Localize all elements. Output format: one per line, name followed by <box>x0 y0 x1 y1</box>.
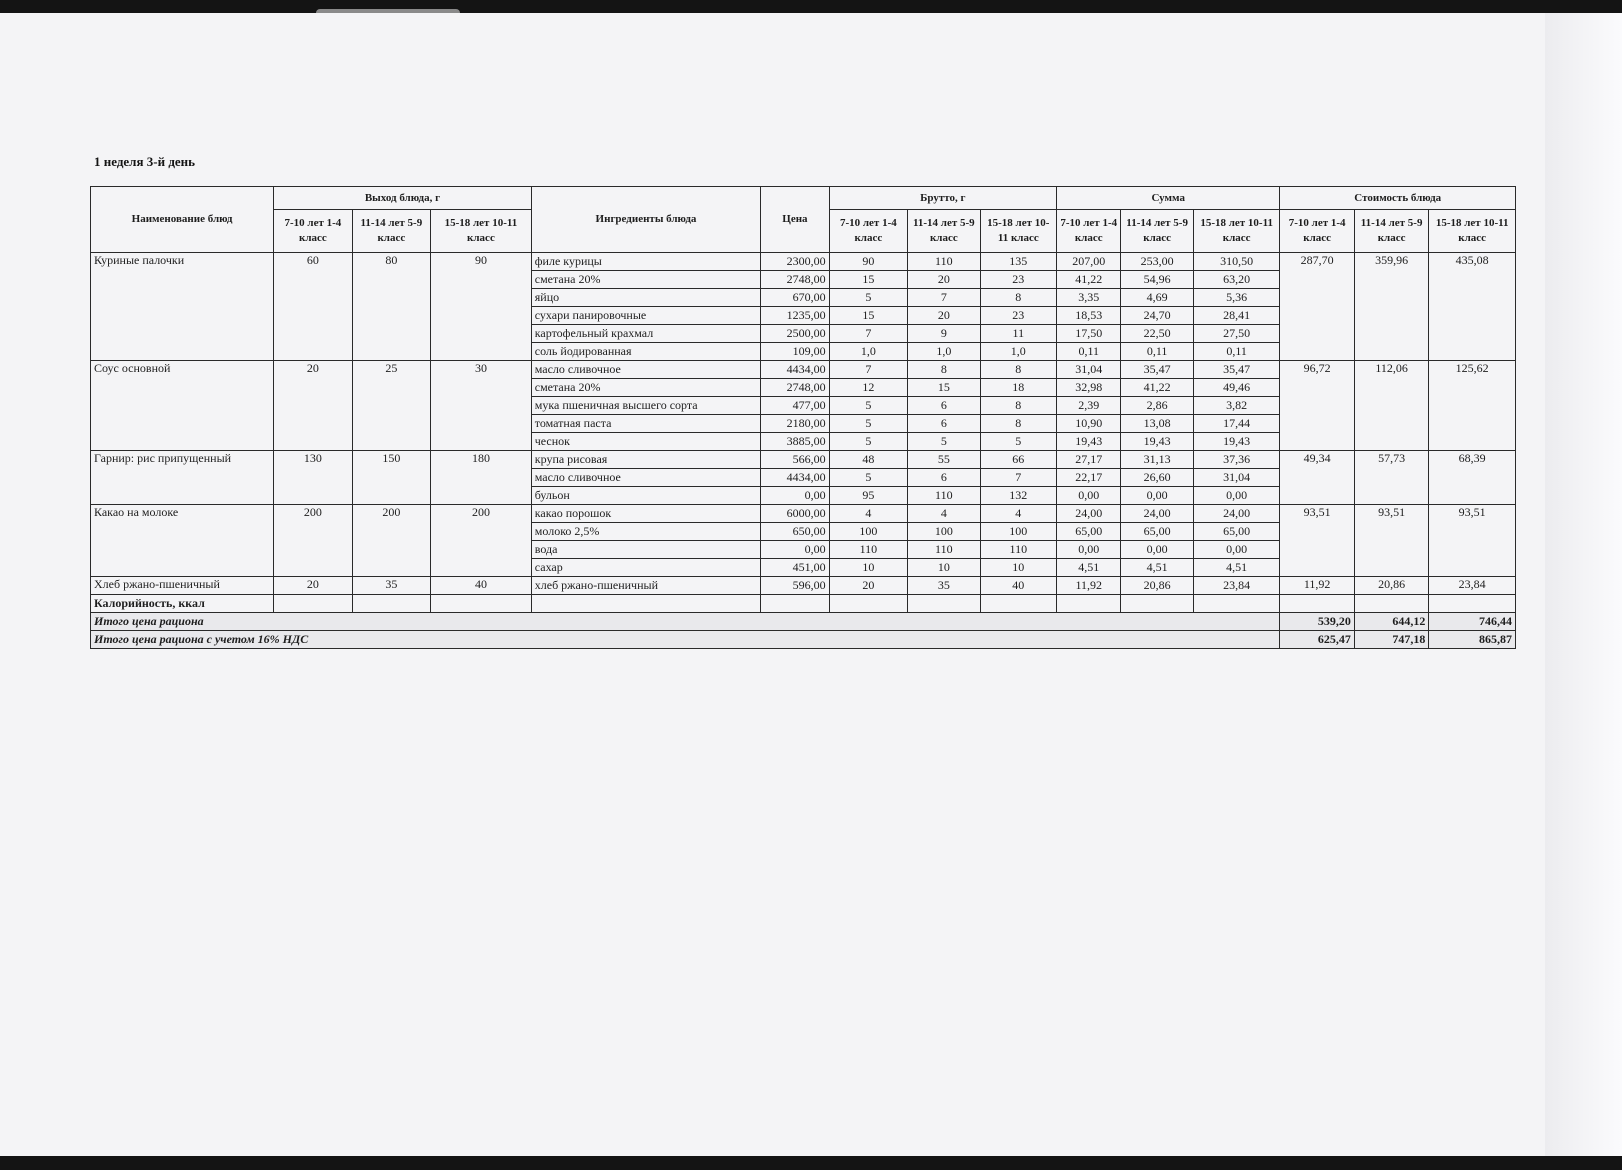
ingredient-gross: 4 <box>908 505 980 523</box>
total-label: Итого цена рациона с учетом 16% НДС <box>91 631 1280 649</box>
ingredient-gross: 4 <box>829 505 907 523</box>
ingredient-gross: 132 <box>980 487 1056 505</box>
dish-yield: 200 <box>431 505 532 577</box>
ingredient-sum: 11,92 <box>1057 577 1121 595</box>
ingredient-gross: 110 <box>829 541 907 559</box>
dish-yield: 35 <box>352 577 430 595</box>
ingredient-sum: 19,43 <box>1057 433 1121 451</box>
ingredient-sum: 54,96 <box>1121 271 1193 289</box>
ingredient-sum: 5,36 <box>1193 289 1280 307</box>
ingredient-price: 109,00 <box>761 343 829 361</box>
ingredient-sum: 4,51 <box>1121 559 1193 577</box>
ingredient-gross: 10 <box>980 559 1056 577</box>
ingredient-sum: 31,04 <box>1057 361 1121 379</box>
ingredient-sum: 19,43 <box>1193 433 1280 451</box>
ingredient-sum: 207,00 <box>1057 253 1121 271</box>
col-cost-age: 11-14 лет 5-9 класс <box>1354 210 1428 253</box>
ingredient-sum: 24,70 <box>1121 307 1193 325</box>
ingredient-sum: 4,69 <box>1121 289 1193 307</box>
ingredient-gross: 8 <box>980 397 1056 415</box>
ingredient-gross: 95 <box>829 487 907 505</box>
empty-cell <box>1354 595 1428 613</box>
dish-yield: 80 <box>352 253 430 361</box>
ingredient-sum: 3,35 <box>1057 289 1121 307</box>
ingredient-sum: 0,00 <box>1193 487 1280 505</box>
empty-cell <box>761 595 829 613</box>
dish-yield: 200 <box>274 505 352 577</box>
ingredient-gross: 35 <box>908 577 980 595</box>
ingredient-gross: 5 <box>829 397 907 415</box>
empty-cell <box>274 595 352 613</box>
ingredient-sum: 0,11 <box>1193 343 1280 361</box>
empty-cell <box>829 595 907 613</box>
ingredient-sum: 0,00 <box>1193 541 1280 559</box>
ingredient-price: 566,00 <box>761 451 829 469</box>
ingredient-price: 6000,00 <box>761 505 829 523</box>
total-label: Итого цена рациона <box>91 613 1280 631</box>
ingredient-name: масло сливочное <box>531 361 760 379</box>
ingredient-price: 0,00 <box>761 541 829 559</box>
ingredient-name: молоко 2,5% <box>531 523 760 541</box>
col-gross-group: Брутто, г <box>829 187 1056 210</box>
ingredient-gross: 66 <box>980 451 1056 469</box>
col-sum-group: Сумма <box>1057 187 1280 210</box>
ingredient-gross: 7 <box>829 361 907 379</box>
dish-cost: 93,51 <box>1280 505 1354 577</box>
col-cost-age: 7-10 лет 1-4 класс <box>1280 210 1354 253</box>
ingredient-sum: 27,17 <box>1057 451 1121 469</box>
total-value: 625,47 <box>1280 631 1354 649</box>
ingredient-sum: 4,51 <box>1057 559 1121 577</box>
ingredient-gross: 15 <box>908 379 980 397</box>
ingredient-name: хлеб ржано-пшеничный <box>531 577 760 595</box>
ingredient-sum: 10,90 <box>1057 415 1121 433</box>
ingredient-name: масло сливочное <box>531 469 760 487</box>
dish-yield: 20 <box>274 577 352 595</box>
ingredient-gross: 55 <box>908 451 980 469</box>
dish-cost: 93,51 <box>1354 505 1428 577</box>
dish-name: Соус основной <box>91 361 274 451</box>
col-gross-age: 15-18 лет 10-11 класс <box>980 210 1056 253</box>
dish-yield: 200 <box>352 505 430 577</box>
table-row <box>91 505 1516 523</box>
ingredient-price: 3885,00 <box>761 433 829 451</box>
ingredient-sum: 0,00 <box>1057 487 1121 505</box>
table-row <box>91 577 1516 595</box>
ingredient-name: сухари панировочные <box>531 307 760 325</box>
ingredient-gross: 1,0 <box>829 343 907 361</box>
table-row <box>91 253 1516 271</box>
ingredient-gross: 7 <box>908 289 980 307</box>
ingredient-gross: 6 <box>908 469 980 487</box>
ingredient-gross: 6 <box>908 397 980 415</box>
ingredient-gross: 135 <box>980 253 1056 271</box>
dish-yield: 30 <box>431 361 532 451</box>
dish-cost: 96,72 <box>1280 361 1354 451</box>
ingredient-sum: 3,82 <box>1193 397 1280 415</box>
ingredient-gross: 110 <box>908 253 980 271</box>
ingredient-price: 2180,00 <box>761 415 829 433</box>
ingredient-sum: 19,43 <box>1121 433 1193 451</box>
ingredient-gross: 40 <box>980 577 1056 595</box>
ingredient-sum: 26,60 <box>1121 469 1193 487</box>
ingredient-price: 4434,00 <box>761 469 829 487</box>
col-dish-name: Наименование блюд <box>91 187 274 253</box>
ingredient-gross: 5 <box>829 289 907 307</box>
page-shadow <box>1545 13 1622 1156</box>
ingredient-gross: 1,0 <box>980 343 1056 361</box>
ingredient-gross: 8 <box>980 289 1056 307</box>
ingredient-sum: 24,00 <box>1057 505 1121 523</box>
ingredient-gross: 5 <box>829 415 907 433</box>
ingredient-price: 2748,00 <box>761 271 829 289</box>
ingredient-sum: 41,22 <box>1121 379 1193 397</box>
dish-cost: 20,86 <box>1354 577 1428 595</box>
dish-cost: 49,34 <box>1280 451 1354 505</box>
ingredient-gross: 20 <box>908 307 980 325</box>
ingredient-gross: 5 <box>908 433 980 451</box>
dish-yield: 20 <box>274 361 352 451</box>
ingredient-name: яйцо <box>531 289 760 307</box>
dish-yield: 90 <box>431 253 532 361</box>
ingredient-gross: 15 <box>829 271 907 289</box>
ingredient-sum: 20,86 <box>1121 577 1193 595</box>
dish-cost: 112,06 <box>1354 361 1428 451</box>
ingredient-sum: 31,04 <box>1193 469 1280 487</box>
ingredient-gross: 20 <box>829 577 907 595</box>
table-header <box>91 187 1516 253</box>
ingredient-gross: 7 <box>980 469 1056 487</box>
ingredient-sum: 2,86 <box>1121 397 1193 415</box>
dish-yield: 60 <box>274 253 352 361</box>
dish-yield: 40 <box>431 577 532 595</box>
empty-cell <box>1280 595 1354 613</box>
ingredient-sum: 0,11 <box>1121 343 1193 361</box>
ingredient-name: какао порошок <box>531 505 760 523</box>
ingredient-sum: 35,47 <box>1193 361 1280 379</box>
dish-cost: 93,51 <box>1429 505 1516 577</box>
ingredient-sum: 41,22 <box>1057 271 1121 289</box>
dish-name: Хлеб ржано-пшеничный <box>91 577 274 595</box>
ingredient-sum: 13,08 <box>1121 415 1193 433</box>
empty-cell <box>908 595 980 613</box>
ingredient-sum: 22,50 <box>1121 325 1193 343</box>
ingredient-price: 451,00 <box>761 559 829 577</box>
document-title: 1 неделя 3-й день <box>94 154 196 169</box>
ingredient-sum: 32,98 <box>1057 379 1121 397</box>
ingredient-name: соль йодированная <box>531 343 760 361</box>
ingredient-sum: 22,17 <box>1057 469 1121 487</box>
ingredient-gross: 110 <box>908 541 980 559</box>
ingredient-sum: 0,00 <box>1121 541 1193 559</box>
ingredient-gross: 5 <box>829 433 907 451</box>
ingredient-name: бульон <box>531 487 760 505</box>
ingredient-gross: 20 <box>908 271 980 289</box>
ingredient-price: 1235,00 <box>761 307 829 325</box>
ingredient-sum: 31,13 <box>1121 451 1193 469</box>
col-sum-age: 11-14 лет 5-9 класс <box>1121 210 1193 253</box>
total-value: 644,12 <box>1354 613 1428 631</box>
empty-cell <box>1057 595 1121 613</box>
ingredient-gross: 1,0 <box>908 343 980 361</box>
dish-name: Гарнир: рис припущенный <box>91 451 274 505</box>
dish-cost: 11,92 <box>1280 577 1354 595</box>
ingredient-gross: 5 <box>980 433 1056 451</box>
ingredient-price: 477,00 <box>761 397 829 415</box>
total-value: 747,18 <box>1354 631 1428 649</box>
ingredient-sum: 2,39 <box>1057 397 1121 415</box>
ingredient-sum: 65,00 <box>1193 523 1280 541</box>
ingredient-gross: 15 <box>829 307 907 325</box>
dish-yield: 180 <box>431 451 532 505</box>
ingredient-sum: 63,20 <box>1193 271 1280 289</box>
ingredient-name: крупа рисовая <box>531 451 760 469</box>
ingredient-gross: 8 <box>908 361 980 379</box>
ingredient-gross: 110 <box>980 541 1056 559</box>
empty-cell <box>1429 595 1516 613</box>
col-gross-age: 7-10 лет 1-4 класс <box>829 210 907 253</box>
ingredient-price: 4434,00 <box>761 361 829 379</box>
ingredient-price: 0,00 <box>761 487 829 505</box>
ingredient-sum: 18,53 <box>1057 307 1121 325</box>
dish-yield: 150 <box>352 451 430 505</box>
ingredient-sum: 310,50 <box>1193 253 1280 271</box>
ingredient-sum: 17,50 <box>1057 325 1121 343</box>
ingredient-gross: 48 <box>829 451 907 469</box>
col-gross-age: 11-14 лет 5-9 класс <box>908 210 980 253</box>
empty-cell <box>531 595 760 613</box>
empty-cell <box>1193 595 1280 613</box>
ingredient-gross: 6 <box>908 415 980 433</box>
col-sum-age: 7-10 лет 1-4 класс <box>1057 210 1121 253</box>
ingredient-gross: 100 <box>908 523 980 541</box>
ingredient-sum: 28,41 <box>1193 307 1280 325</box>
ingredient-gross: 18 <box>980 379 1056 397</box>
dish-yield: 25 <box>352 361 430 451</box>
col-yield-group: Выход блюда, г <box>274 187 532 210</box>
ingredient-sum: 4,51 <box>1193 559 1280 577</box>
ingredient-gross: 7 <box>829 325 907 343</box>
ingredient-sum: 253,00 <box>1121 253 1193 271</box>
ingredient-sum: 23,84 <box>1193 577 1280 595</box>
ingredient-gross: 23 <box>980 307 1056 325</box>
ingredient-sum: 17,44 <box>1193 415 1280 433</box>
ingredient-name: сахар <box>531 559 760 577</box>
ingredient-gross: 12 <box>829 379 907 397</box>
ingredient-sum: 27,50 <box>1193 325 1280 343</box>
ingredient-sum: 65,00 <box>1121 523 1193 541</box>
ingredient-price: 2300,00 <box>761 253 829 271</box>
ingredient-gross: 5 <box>829 469 907 487</box>
calories-row <box>91 595 1516 613</box>
table-row <box>91 361 1516 379</box>
ingredient-gross: 8 <box>980 361 1056 379</box>
ingredient-gross: 9 <box>908 325 980 343</box>
ingredient-sum: 35,47 <box>1121 361 1193 379</box>
ingredient-price: 2748,00 <box>761 379 829 397</box>
ingredient-price: 596,00 <box>761 577 829 595</box>
empty-cell <box>1121 595 1193 613</box>
total-value: 865,87 <box>1429 631 1516 649</box>
ingredient-sum: 0,00 <box>1057 541 1121 559</box>
ingredient-name: картофельный крахмал <box>531 325 760 343</box>
col-yield-age: 7-10 лет 1-4 класс <box>274 210 352 253</box>
dish-cost: 57,73 <box>1354 451 1428 505</box>
dish-cost: 287,70 <box>1280 253 1354 361</box>
ingredient-sum: 24,00 <box>1193 505 1280 523</box>
col-cost-age: 15-18 лет 10-11 класс <box>1429 210 1516 253</box>
empty-cell <box>431 595 532 613</box>
total-row <box>91 631 1516 649</box>
ingredient-sum: 0,11 <box>1057 343 1121 361</box>
ingredient-name: филе курицы <box>531 253 760 271</box>
ingredient-name: чеснок <box>531 433 760 451</box>
dish-cost: 68,39 <box>1429 451 1516 505</box>
dish-cost: 359,96 <box>1354 253 1428 361</box>
dish-cost: 435,08 <box>1429 253 1516 361</box>
dish-name: Какао на молоке <box>91 505 274 577</box>
ingredient-gross: 100 <box>980 523 1056 541</box>
total-row <box>91 613 1516 631</box>
ingredient-name: мука пшеничная высшего сорта <box>531 397 760 415</box>
ingredient-gross: 23 <box>980 271 1056 289</box>
ingredient-gross: 90 <box>829 253 907 271</box>
col-ingredients: Ингредиенты блюда <box>531 187 760 253</box>
menu-table <box>90 186 1516 649</box>
dish-cost: 23,84 <box>1429 577 1516 595</box>
ingredient-price: 2500,00 <box>761 325 829 343</box>
ingredient-gross: 11 <box>980 325 1056 343</box>
total-value: 539,20 <box>1280 613 1354 631</box>
ingredient-gross: 8 <box>980 415 1056 433</box>
empty-cell <box>352 595 430 613</box>
dish-yield: 130 <box>274 451 352 505</box>
table-body <box>91 253 1516 649</box>
col-yield-age: 11-14 лет 5-9 класс <box>352 210 430 253</box>
ingredient-name: сметана 20% <box>531 379 760 397</box>
col-cost-group: Стоимость блюда <box>1280 187 1516 210</box>
dish-name: Куриные палочки <box>91 253 274 361</box>
ingredient-price: 650,00 <box>761 523 829 541</box>
ingredient-sum: 24,00 <box>1121 505 1193 523</box>
ingredient-gross: 4 <box>980 505 1056 523</box>
ingredient-gross: 100 <box>829 523 907 541</box>
ingredient-name: томатная паста <box>531 415 760 433</box>
ingredient-sum: 49,46 <box>1193 379 1280 397</box>
calories-label: Калорийность, ккал <box>91 595 274 613</box>
dish-cost: 125,62 <box>1429 361 1516 451</box>
table-row <box>91 451 1516 469</box>
ingredient-sum: 37,36 <box>1193 451 1280 469</box>
col-price: Цена <box>761 187 829 253</box>
ingredient-gross: 10 <box>829 559 907 577</box>
col-yield-age: 15-18 лет 10-11 класс <box>431 210 532 253</box>
ingredient-gross: 10 <box>908 559 980 577</box>
total-value: 746,44 <box>1429 613 1516 631</box>
ingredient-name: вода <box>531 541 760 559</box>
ingredient-price: 670,00 <box>761 289 829 307</box>
empty-cell <box>980 595 1056 613</box>
ingredient-name: сметана 20% <box>531 271 760 289</box>
ingredient-sum: 65,00 <box>1057 523 1121 541</box>
ingredient-sum: 0,00 <box>1121 487 1193 505</box>
col-sum-age: 15-18 лет 10-11 класс <box>1193 210 1280 253</box>
ingredient-gross: 110 <box>908 487 980 505</box>
